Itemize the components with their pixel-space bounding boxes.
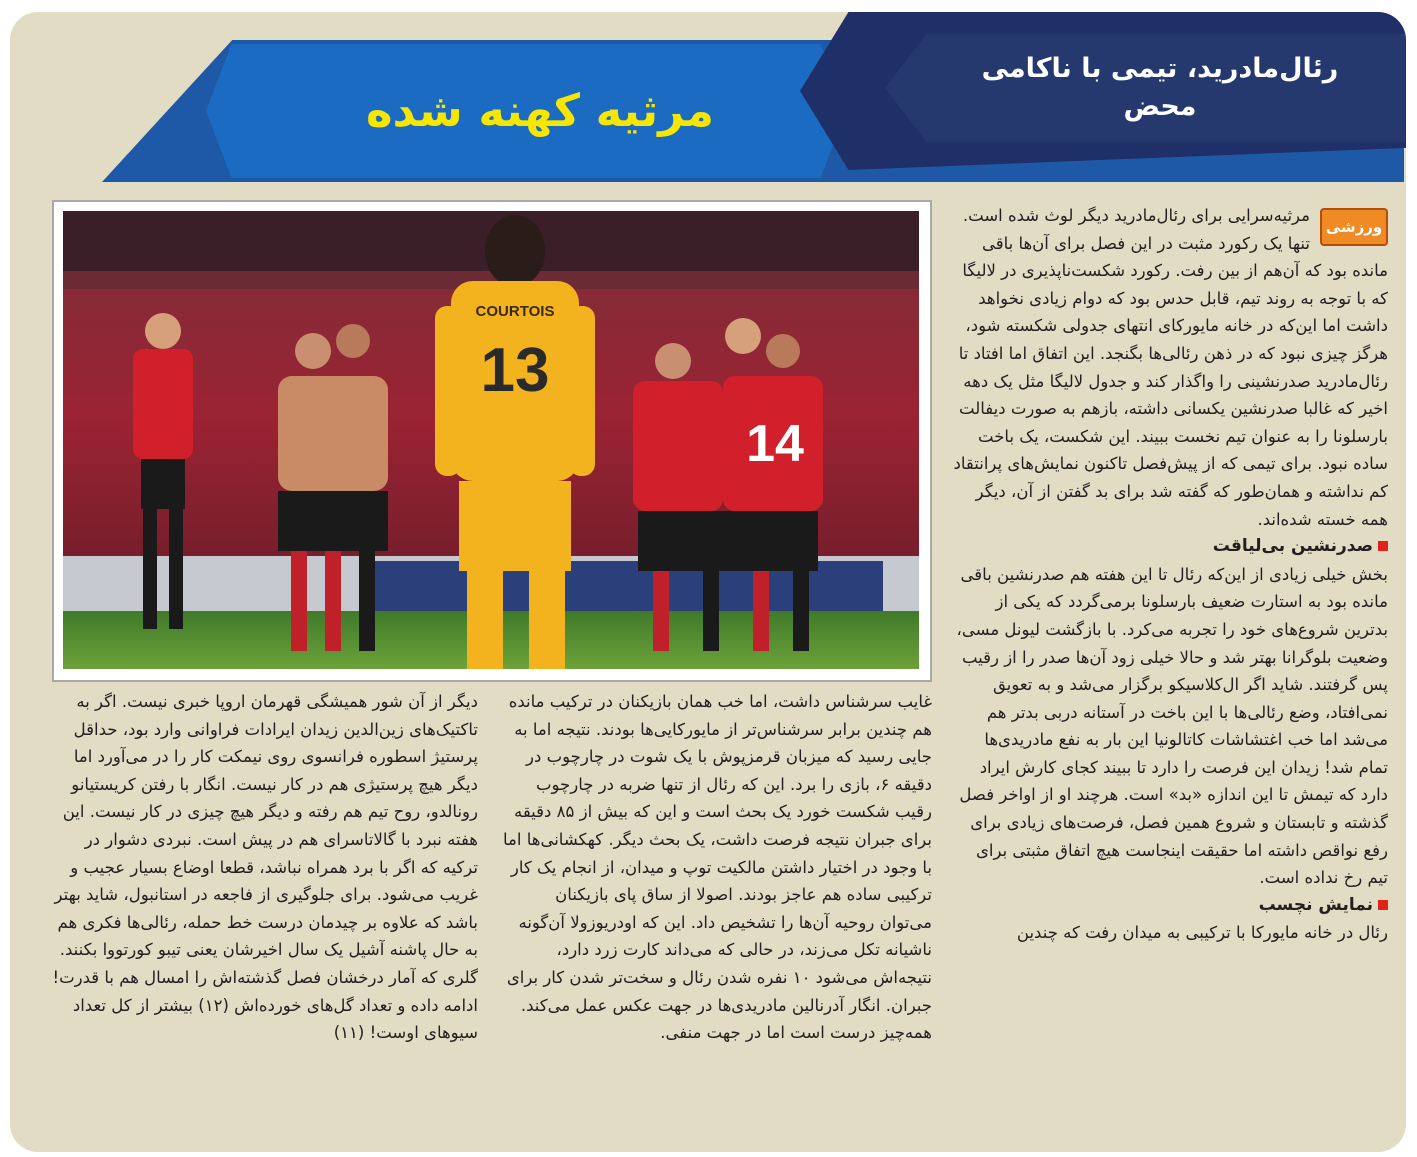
article-photo	[52, 200, 932, 682]
paragraph-2: بخش خیلی زیادی از این‌که رئال تا این هفته هم صدرنشین باقی مانده بود به استارت ضعیف بارسلونا برمی‌گردد که یکی از بدترین شروع‌های خود را تجربه می‌کرد. با بازگشت لیونل مسی، وضعیت بلوگرانا بهتر شد و حالا خیلی زود آن‌ها صدر را از رقیب پس گرفتند. شاید اگر ال‌کلاسیکو برگزار می‌شد و به تعویق نمی‌افتاد، وضع رئالی‌ها با این باخت در آستانه دربی بدتر هم می‌شد اما خب اغتشاشات کاتالونیا این بار به نفع مادریدی‌ها تمام شد! زیدان این فرصت را دارد تا ببیند کجای کارش ایراد دارد که تیمش تا این اندازه «بد» است. هرچند او از اواخر فصل گذشته و تابستان و شروع همین فصل، فرصت‌های زیادی برای رفع نواقص داشته اما حقیقت اینجاست هیچ اتفاق مثبتی برای تیم رخ نداده است.	[956, 564, 1388, 888]
paragraph-5: دیگر از آن شور همیشگی قهرمان اروپا خبری نیست. اگر به تاکتیک‌های زین‌الدین زیدان ایرادات فراوانی وارد بود، حداقل پرستیژ اسطوره فرانسوی روی نیمکت کار را در می‌آورد اما دیگر هیچ پرستیژی هم در کار نیست. انگار با رفتن کریستیانو رونالدو، روح تیم هم رفته و دیگر هیچ چیزی در کار نیست. این هفته نبرد با گالاتاسرای هم در پیش است. نبردی دشوار در ترکیه که اگر با برد همراه نباشد، قطعا اوضاع بسیار عجیب و غریب می‌شود. برای جلوگیری از فاجعه در استانبول، شاید بهتر باشد که علاوه بر چیدمان درست خط حمله، رئالی‌ها فکری هم به حال پاشنه آشیل یک سال اخیرشان یعنی تیبو کورتووا بکنند. گلری که آمار درخشان فصل گذشته‌اش را امسال هم با قدرت! ادامه داده و تعداد گل‌های خورده‌اش (۱۲) بیشتر از کل تعداد سیوهای اوست! (۱۱)	[52, 692, 478, 1043]
magazine-page	[10, 12, 1406, 1152]
jersey-name: COURTOIS	[475, 303, 555, 320]
subheading-1	[952, 533, 1388, 561]
section-logo: ورزشی	[1320, 208, 1388, 246]
red-square-icon	[1378, 541, 1388, 551]
red-square-icon	[1378, 900, 1388, 910]
paragraph-4: غایب سرشناس داشت، اما خب همان بازیکنان در ترکیب مانده هم چندین برابر سرشناس‌تر از مایورکایی‌ها بودند. نتیجه اما به جایی رسید که میزبان قرمزپوش با یک شوت در چارچوب در دقیقه ۶، بازی را برد. این که رئال از تنها ضربه در چارچوب رقیب شکست خورد یک بحث است و این که بیش از ۸۵ دقیقه برای جبران نتیجه فرصت داشت، یک بحث دیگر. کهکشانی‌ها اما با وجود در اختیار داشتن مالکیت توپ و میدان، از انجام یک کار ترکیبی ساده هم عاجز بودند. اصولا از ساق پای بازیکنان می‌توان روحیه آن‌ها را تشخیص داد. این که اودریوزولا آن‌گونه ناشیانه تکل می‌زند، در حالی که می‌داند کارت زرد دارد، نتیجه‌اش می‌شود ۱۰ نفره شدن رئال و سخت‌تر شدن کار برای جبران. انگار آدرنالین مادریدی‌ها در جهت عکس عمل می‌کند. همه‌چیز درست است اما در جهت منفی.	[503, 692, 932, 1043]
article-column-middle	[500, 688, 932, 1047]
subheading-2	[952, 892, 1388, 920]
jersey-number: 13	[480, 336, 550, 405]
subheading-2-label: نمایش نچسب	[1258, 894, 1373, 915]
paragraph-intro: مرثیه‌سرایی برای رئال‌مادرید دیگر لوث شده است. تنها یک رکورد مثبت در این فصل برای آن‌ها باقی مانده بود که آن‌هم از بین رفت. رکورد شکست‌ناپذیری در لالیگا که با توجه به روند تیم، قابل حدس بود که دوام زیادی نخواهد داشت اما این‌که در خانه مایورکای انتهای جدولی شکسته شود، هرگز چیزی نبود که در ذهن رئالی‌ها بگنجد. این اتفاق اما افتاد تا رئال‌مادرید صدرنشینی را واگذار کند و جدول لالیگا مثل یک دهه اخیر که غالبا صدرنشین یکسانی داشته، بازهم به صورت دیفالت بارسلونا را به عنوان تیم نخست ببیند. این شکست، یک باخت ساده نبود. برای تیمی که از پیش‌فصل تاکنون نمایش‌های پرانتقاد کم نداشته و همان‌طور که گفته شد برای بد گفتن از آن، دیگر همه خسته شده‌اند.	[953, 206, 1388, 529]
subheading-1-label: صدرنشین بی‌لیاقت	[1212, 536, 1373, 557]
article-column-left	[46, 688, 478, 1047]
paragraph-3: رئال در خانه مایورکا با ترکیبی به میدان رفت که چندین	[1016, 923, 1388, 943]
headline-title: مرثیه کهنه شده	[365, 84, 715, 137]
article-column-right	[952, 202, 1388, 947]
football-celebration-image	[63, 211, 919, 669]
player-number-right: 14	[746, 415, 804, 473]
kicker-title: رئال‌مادرید، تیمی با ناکامی محض	[981, 53, 1339, 122]
